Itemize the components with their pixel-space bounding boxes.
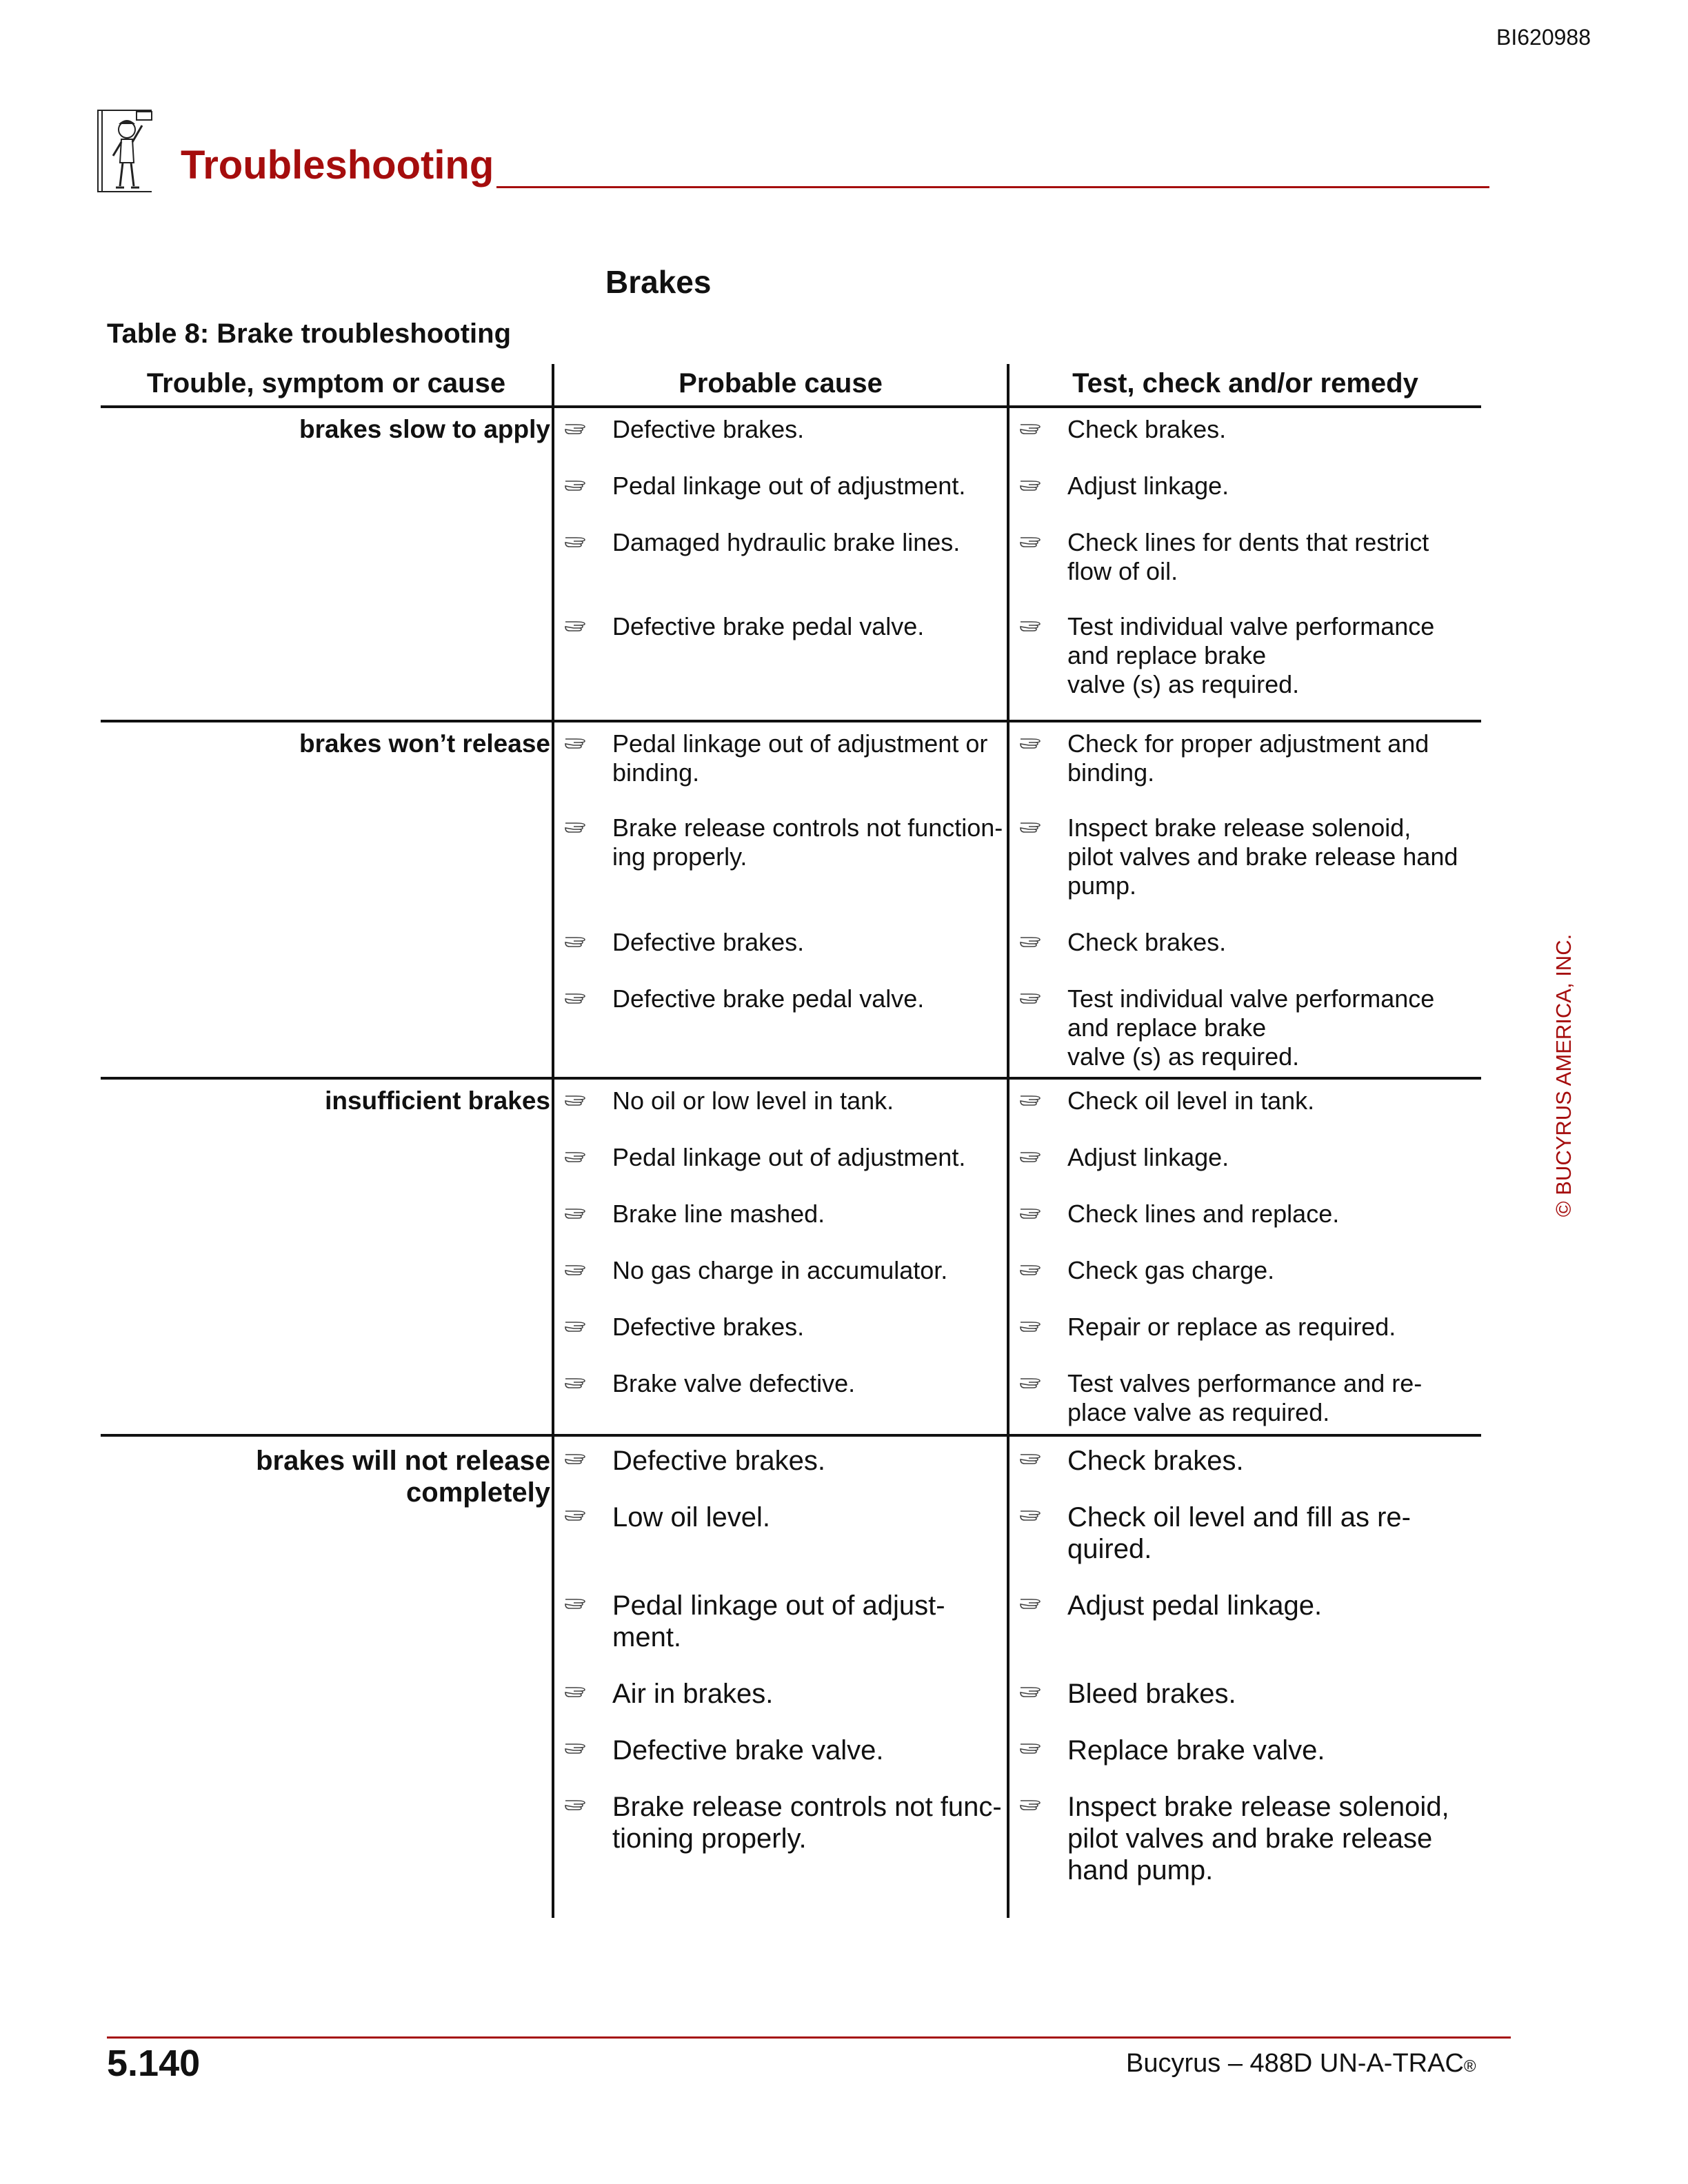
- pointing-hand-icon: [564, 990, 587, 1005]
- pointing-hand-icon: [1019, 1797, 1043, 1812]
- group-divider: [101, 1077, 1481, 1080]
- remedy-text: Test valves performance and re- place valve as required.: [1067, 1369, 1423, 1426]
- pointing-hand-icon: [1019, 819, 1043, 834]
- probable-cause-text: Pedal linkage out of adjustment.: [612, 1143, 966, 1171]
- column-divider: [1007, 364, 1009, 1918]
- pointing-hand-icon: [564, 1450, 587, 1466]
- remedy-text: Bleed brakes.: [1067, 1679, 1236, 1709]
- footer-product-name: [1126, 2049, 1476, 2079]
- probable-cause-text: Defective brake pedal valve.: [612, 984, 925, 1013]
- remedy-text: Check oil level in tank.: [1067, 1086, 1315, 1115]
- remedy-text: Check for proper adjustment and binding.: [1067, 729, 1429, 787]
- pointing-hand-icon: [564, 618, 587, 633]
- pointing-hand-icon: [564, 1507, 587, 1522]
- trouble-label: brakes slow to apply: [299, 415, 550, 443]
- pointing-hand-icon: [1019, 1318, 1043, 1333]
- pointing-hand-icon: [1019, 990, 1043, 1005]
- pointing-hand-icon: [564, 819, 587, 834]
- remedy-text: Adjust linkage.: [1067, 472, 1229, 500]
- probable-cause-text: Brake release controls not func- tioning properly.: [612, 1792, 1002, 1854]
- pointing-hand-icon: [1019, 1684, 1043, 1699]
- pointing-hand-icon: [564, 1797, 587, 1812]
- trouble-label: insufficient brakes: [325, 1086, 550, 1115]
- pointing-hand-icon: [1019, 1507, 1043, 1522]
- pointing-hand-icon: [564, 735, 587, 750]
- probable-cause-text: Damaged hydraulic brake lines.: [612, 528, 961, 556]
- remedy-text: Repair or replace as required.: [1067, 1313, 1396, 1341]
- probable-cause-text: No oil or low level in tank.: [612, 1086, 894, 1115]
- column-divider: [552, 364, 554, 1918]
- pointing-hand-icon: [564, 477, 587, 492]
- remedy-text: Test individual valve performance and replace brake valve (s) as required.: [1067, 612, 1435, 698]
- pointing-hand-icon: [1019, 421, 1043, 436]
- trouble-label: brakes won’t release: [299, 729, 550, 758]
- probable-cause-text: Defective brakes.: [612, 1446, 826, 1476]
- copyright-notice: © BUCYRUS AMERICA, INC.: [1551, 933, 1576, 1217]
- product-name-text: Bucyrus – 488D UN-A-TRAC: [1126, 2049, 1464, 2078]
- column-header-remedy: Test, check and/or remedy: [1072, 368, 1418, 398]
- remedy-text: Check brakes.: [1067, 928, 1227, 956]
- remedy-text: Check oil level and fill as re- quired.: [1067, 1502, 1411, 1564]
- pointing-hand-icon: [564, 1318, 587, 1333]
- probable-cause-text: Low oil level.: [612, 1502, 771, 1533]
- probable-cause-text: Brake line mashed.: [612, 1200, 825, 1228]
- subheading: Brakes: [605, 264, 712, 300]
- remedy-text: Check lines for dents that restrict flow of oil.: [1067, 528, 1429, 585]
- mechanic-illustration-icon: [97, 108, 163, 197]
- remedy-text: Check gas charge.: [1067, 1256, 1275, 1284]
- remedy-text: Inspect brake release solenoid, pilot valves and brake release hand pump.: [1067, 1792, 1449, 1885]
- pointing-hand-icon: [564, 1740, 587, 1755]
- pointing-hand-icon: [1019, 1149, 1043, 1164]
- group-divider: [101, 1434, 1481, 1437]
- probable-cause-text: Pedal linkage out of adjustment.: [612, 472, 966, 500]
- page-number: 5.140: [107, 2043, 201, 2084]
- probable-cause-text: Defective brakes.: [612, 415, 805, 443]
- group-divider: [101, 720, 1481, 722]
- pointing-hand-icon: [564, 1205, 587, 1220]
- probable-cause-text: Pedal linkage out of adjust- ment.: [612, 1590, 945, 1652]
- pointing-hand-icon: [564, 1684, 587, 1699]
- pointing-hand-icon: [1019, 618, 1043, 633]
- probable-cause-text: Brake release controls not function- ing properly.: [612, 813, 1003, 871]
- pointing-hand-icon: [1019, 1595, 1043, 1610]
- pointing-hand-icon: [1019, 933, 1043, 949]
- column-header-trouble: Trouble, symptom or cause: [146, 368, 506, 398]
- pointing-hand-icon: [1019, 1375, 1043, 1390]
- column-header-probable-cause: Probable cause: [679, 368, 883, 398]
- footer-rule: [107, 2036, 1511, 2039]
- pointing-hand-icon: [1019, 1450, 1043, 1466]
- pointing-hand-icon: [1019, 1740, 1043, 1755]
- title-rule: [496, 186, 1489, 188]
- pointing-hand-icon: [564, 933, 587, 949]
- table-header-rule: [101, 405, 1481, 408]
- remedy-text: Inspect brake release solenoid, pilot valves and brake release hand pump.: [1067, 813, 1458, 900]
- remedy-text: Adjust pedal linkage.: [1067, 1590, 1323, 1621]
- probable-cause-text: Brake valve defective.: [612, 1369, 856, 1397]
- section-title: Troubleshooting: [181, 143, 494, 188]
- pointing-hand-icon: [1019, 477, 1043, 492]
- pointing-hand-icon: [564, 421, 587, 436]
- table-caption: Table 8: Brake troubleshooting: [107, 318, 511, 349]
- remedy-text: Adjust linkage.: [1067, 1143, 1229, 1171]
- trouble-label: brakes will not release completely: [256, 1446, 550, 1508]
- probable-cause-text: Pedal linkage out of adjustment or binding.: [612, 729, 988, 787]
- remedy-text: Check brakes.: [1067, 1446, 1244, 1476]
- remedy-text: Check brakes.: [1067, 415, 1227, 443]
- pointing-hand-icon: [1019, 1205, 1043, 1220]
- pointing-hand-icon: [1019, 1092, 1043, 1107]
- remedy-text: Test individual valve performance and replace brake valve (s) as required.: [1067, 984, 1435, 1071]
- probable-cause-text: Defective brake valve.: [612, 1735, 884, 1766]
- pointing-hand-icon: [564, 1149, 587, 1164]
- pointing-hand-icon: [564, 1375, 587, 1390]
- probable-cause-text: No gas charge in accumulator.: [612, 1256, 948, 1284]
- pointing-hand-icon: [1019, 534, 1043, 549]
- document-id: BI620988: [1496, 25, 1591, 50]
- pointing-hand-icon: [564, 534, 587, 549]
- probable-cause-text: Defective brakes.: [612, 1313, 805, 1341]
- remedy-text: Replace brake valve.: [1067, 1735, 1325, 1766]
- probable-cause-text: Air in brakes.: [612, 1679, 774, 1709]
- probable-cause-text: Defective brakes.: [612, 928, 805, 956]
- pointing-hand-icon: [564, 1092, 587, 1107]
- probable-cause-text: Defective brake pedal valve.: [612, 612, 925, 640]
- pointing-hand-icon: [1019, 735, 1043, 750]
- registered-mark: ®: [1463, 2057, 1476, 2076]
- remedy-text: Check lines and replace.: [1067, 1200, 1340, 1228]
- pointing-hand-icon: [564, 1262, 587, 1277]
- pointing-hand-icon: [564, 1595, 587, 1610]
- pointing-hand-icon: [1019, 1262, 1043, 1277]
